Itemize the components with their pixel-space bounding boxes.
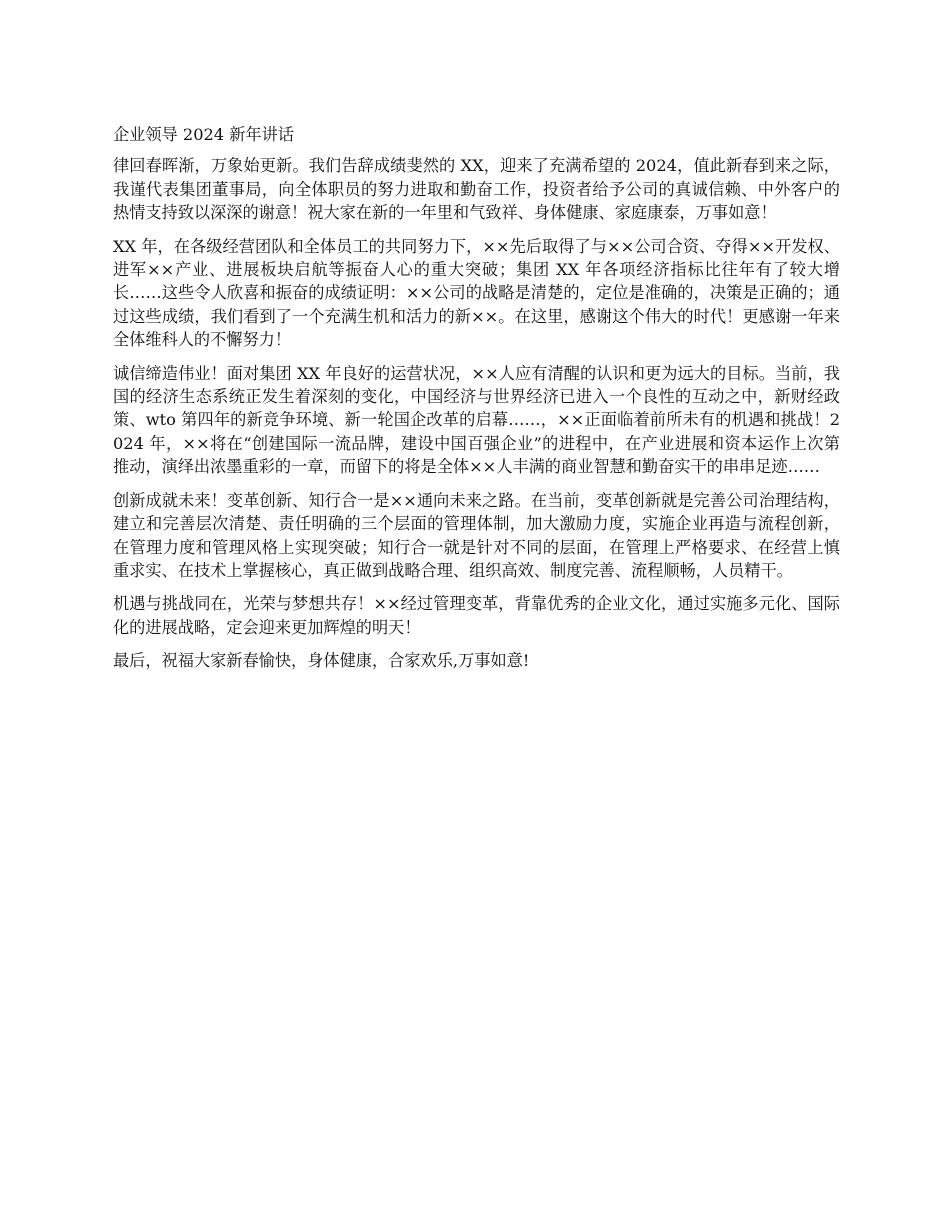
paragraph-closing: 最后，祝福大家新春愉快，身体健康，合家欢乐,万事如意!	[113, 651, 530, 671]
paragraph-innovation: 创新成就未来！变革创新、知行合一是××通向未来之路。在当前，变革创新就是完善公司治理结构，建立和完善层次清楚、责任明确的三个层面的管理体制，加大激励力度，实施企业再造与流程创新，在管理力度和管理风格上实现突破；知行合一就是针对不同的层面，在管理上严格要求、在经营上慎重求实、在技术上掌握核心，真正做到战略合理、组织高效、制度完善、流程顺畅，人员精干。	[113, 490, 840, 580]
document-title: 企业领导 2024 新年讲话	[113, 125, 294, 144]
paragraph-achievements: XX 年，在各级经营团队和全体员工的共同努力下，××先后取得了与××公司合资、夺得××开发权、进军××产业、进展板块启航等振奋人心的重大突破；集团 XX 年各项经济指标比往年有了较大增长……这些令人欣喜和振奋的成绩证明：××公司的战略是清楚的，定位是准确的，决策是正确的；通过这些成绩，我们看到了一个充满生机和活力的新××。在这里，感谢这个伟大的时代！更感谢一年来全体维科人的不懈努力！	[113, 236, 840, 350]
paragraph-integrity: 诚信缔造伟业！面对集团 XX 年良好的运营状况，××人应有清醒的认识和更为远大的目标。当前，我国的经济生态系统正发生着深刻的变化，中国经济与世界经济已进入一个良性的互动之中，新财经政策、wto 第四年的新竞争环境、新一轮国企改革的启幕……，××正面临着前所未有的机遇和挑战！2024 年，××将在“创建国际一流品牌，建设中国百强企业”的进程中，在产业进展和资本运作上次第推动，演绎出浓墨重彩的一章，而留下的将是全体××人丰满的商业智慧和勤奋实干的串串足迹……	[113, 363, 840, 477]
paragraph-opening: 律回春晖渐，万象始更新。我们告辞成绩斐然的 XX，迎来了充满希望的 2024，值此新春到来之际，我谨代表集团董事局，向全体职员的努力进取和勤奋工作，投资者给予公司的真诚信赖、中外客户的热情支持致以深深的谢意！祝大家在新的一年里和气致祥、身体健康、家庭康泰，万事如意！	[113, 156, 840, 223]
paragraph-opportunity: 机遇与挑战同在，光荣与梦想共存！××经过管理变革，背靠优秀的企业文化，通过实施多元化、国际化的进展战略，定会迎来更加辉煌的明天！	[113, 594, 840, 637]
document-page	[113, 123, 840, 683]
